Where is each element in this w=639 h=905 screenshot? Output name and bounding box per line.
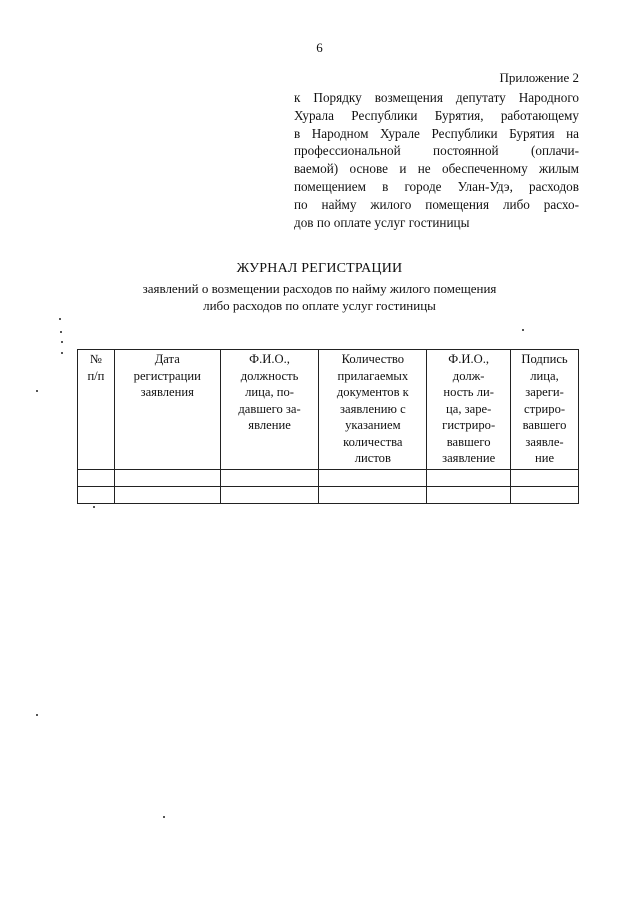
header-line: прилагаемых xyxy=(337,368,409,383)
appendix-label: Приложение 2 xyxy=(499,70,579,85)
scan-speck xyxy=(61,341,63,343)
header-line: заявления xyxy=(140,385,194,399)
header-line: лица, по- xyxy=(245,385,294,399)
table-cell xyxy=(220,486,319,503)
table-cell xyxy=(220,469,319,486)
table-cell xyxy=(511,486,579,503)
header-line: лица, xyxy=(530,368,559,383)
header-line: заявление xyxy=(442,451,496,465)
table-cell xyxy=(78,486,115,503)
header-line: ность ли- xyxy=(443,385,494,399)
header-line: вавшего xyxy=(522,418,567,432)
header-line: Ф.И.О., xyxy=(249,352,290,366)
header-line: давшего за- xyxy=(238,401,301,416)
appendix-line: к Порядку возмещения депутату Народного xyxy=(294,90,579,105)
header-applicant-name xyxy=(220,350,319,470)
header-line: заявле- xyxy=(525,434,564,449)
scan-speck xyxy=(93,506,95,508)
table-cell xyxy=(427,469,511,486)
table-cell xyxy=(78,469,115,486)
header-line: вавшего xyxy=(446,434,491,449)
header-line: Ф.И.О., xyxy=(448,352,490,366)
appendix-text xyxy=(294,89,579,231)
journal-subtitle-line: либо расходов по оплате услуг гостиницы xyxy=(203,298,436,313)
appendix-line: Хурала Республики Бурятия, работающему xyxy=(294,107,579,123)
table-row xyxy=(78,486,579,503)
journal-subtitle xyxy=(0,280,639,314)
header-line: Количество xyxy=(341,352,405,366)
header-line: листов xyxy=(354,451,391,465)
header-number xyxy=(78,350,115,470)
appendix-line: дов по оплате услуг гостиницы xyxy=(294,214,470,230)
table-cell xyxy=(427,486,511,503)
appendix-line: профессиональной постоянной (оплачи- xyxy=(294,143,579,159)
registration-table xyxy=(77,349,579,504)
table-cell xyxy=(114,486,220,503)
header-line: Дата xyxy=(154,352,180,366)
header-line: зареги- xyxy=(525,385,564,399)
header-line: п/п xyxy=(87,368,105,383)
scan-speck xyxy=(36,714,38,716)
header-line: явление xyxy=(248,418,291,432)
journal-title: ЖУРНАЛ РЕГИСТРАЦИИ xyxy=(236,261,403,276)
header-line: стриро- xyxy=(523,401,566,416)
scan-speck xyxy=(36,390,38,392)
header-line: регистрации xyxy=(133,368,201,383)
table-header-row xyxy=(78,350,579,470)
scan-speck xyxy=(163,816,165,818)
header-line: количества xyxy=(343,434,403,449)
header-line: № xyxy=(89,352,102,366)
header-line: ца, заре- xyxy=(446,401,492,416)
appendix-line: ваемой) основе и не обеспеченному жилым xyxy=(294,161,579,177)
header-line: гистриро- xyxy=(442,418,496,432)
scan-speck xyxy=(522,329,524,331)
header-line: Подпись xyxy=(521,352,568,366)
header-line: долж- xyxy=(452,368,485,383)
header-line: заявлению с xyxy=(340,401,406,416)
table-row xyxy=(78,469,579,486)
scan-speck xyxy=(59,318,61,320)
table-cell xyxy=(319,469,427,486)
header-registration-date xyxy=(114,350,220,470)
appendix-line: по найму жилого помещения либо расхо- xyxy=(294,196,579,212)
table-body xyxy=(78,469,579,503)
appendix-line: в Народном Хурале Республики Бурятия на xyxy=(294,125,579,141)
header-registrar-name xyxy=(427,350,511,470)
header-registrar-signature xyxy=(511,350,579,470)
header-line: документов к xyxy=(336,385,409,399)
journal-subtitle-line: заявлений о возмещении расходов по найму жилого помещения xyxy=(142,281,497,296)
header-line: ние xyxy=(534,451,555,465)
scan-speck xyxy=(61,352,63,354)
table-cell xyxy=(511,469,579,486)
appendix-line: помещением в городе Улан-Удэ, расходов xyxy=(294,178,579,194)
header-line: указанием xyxy=(345,418,401,432)
scan-speck xyxy=(60,331,62,333)
page-number: 6 xyxy=(316,40,323,55)
table-cell xyxy=(319,486,427,503)
table-cell xyxy=(114,469,220,486)
header-documents-count xyxy=(319,350,427,470)
header-line: должность xyxy=(240,368,299,383)
